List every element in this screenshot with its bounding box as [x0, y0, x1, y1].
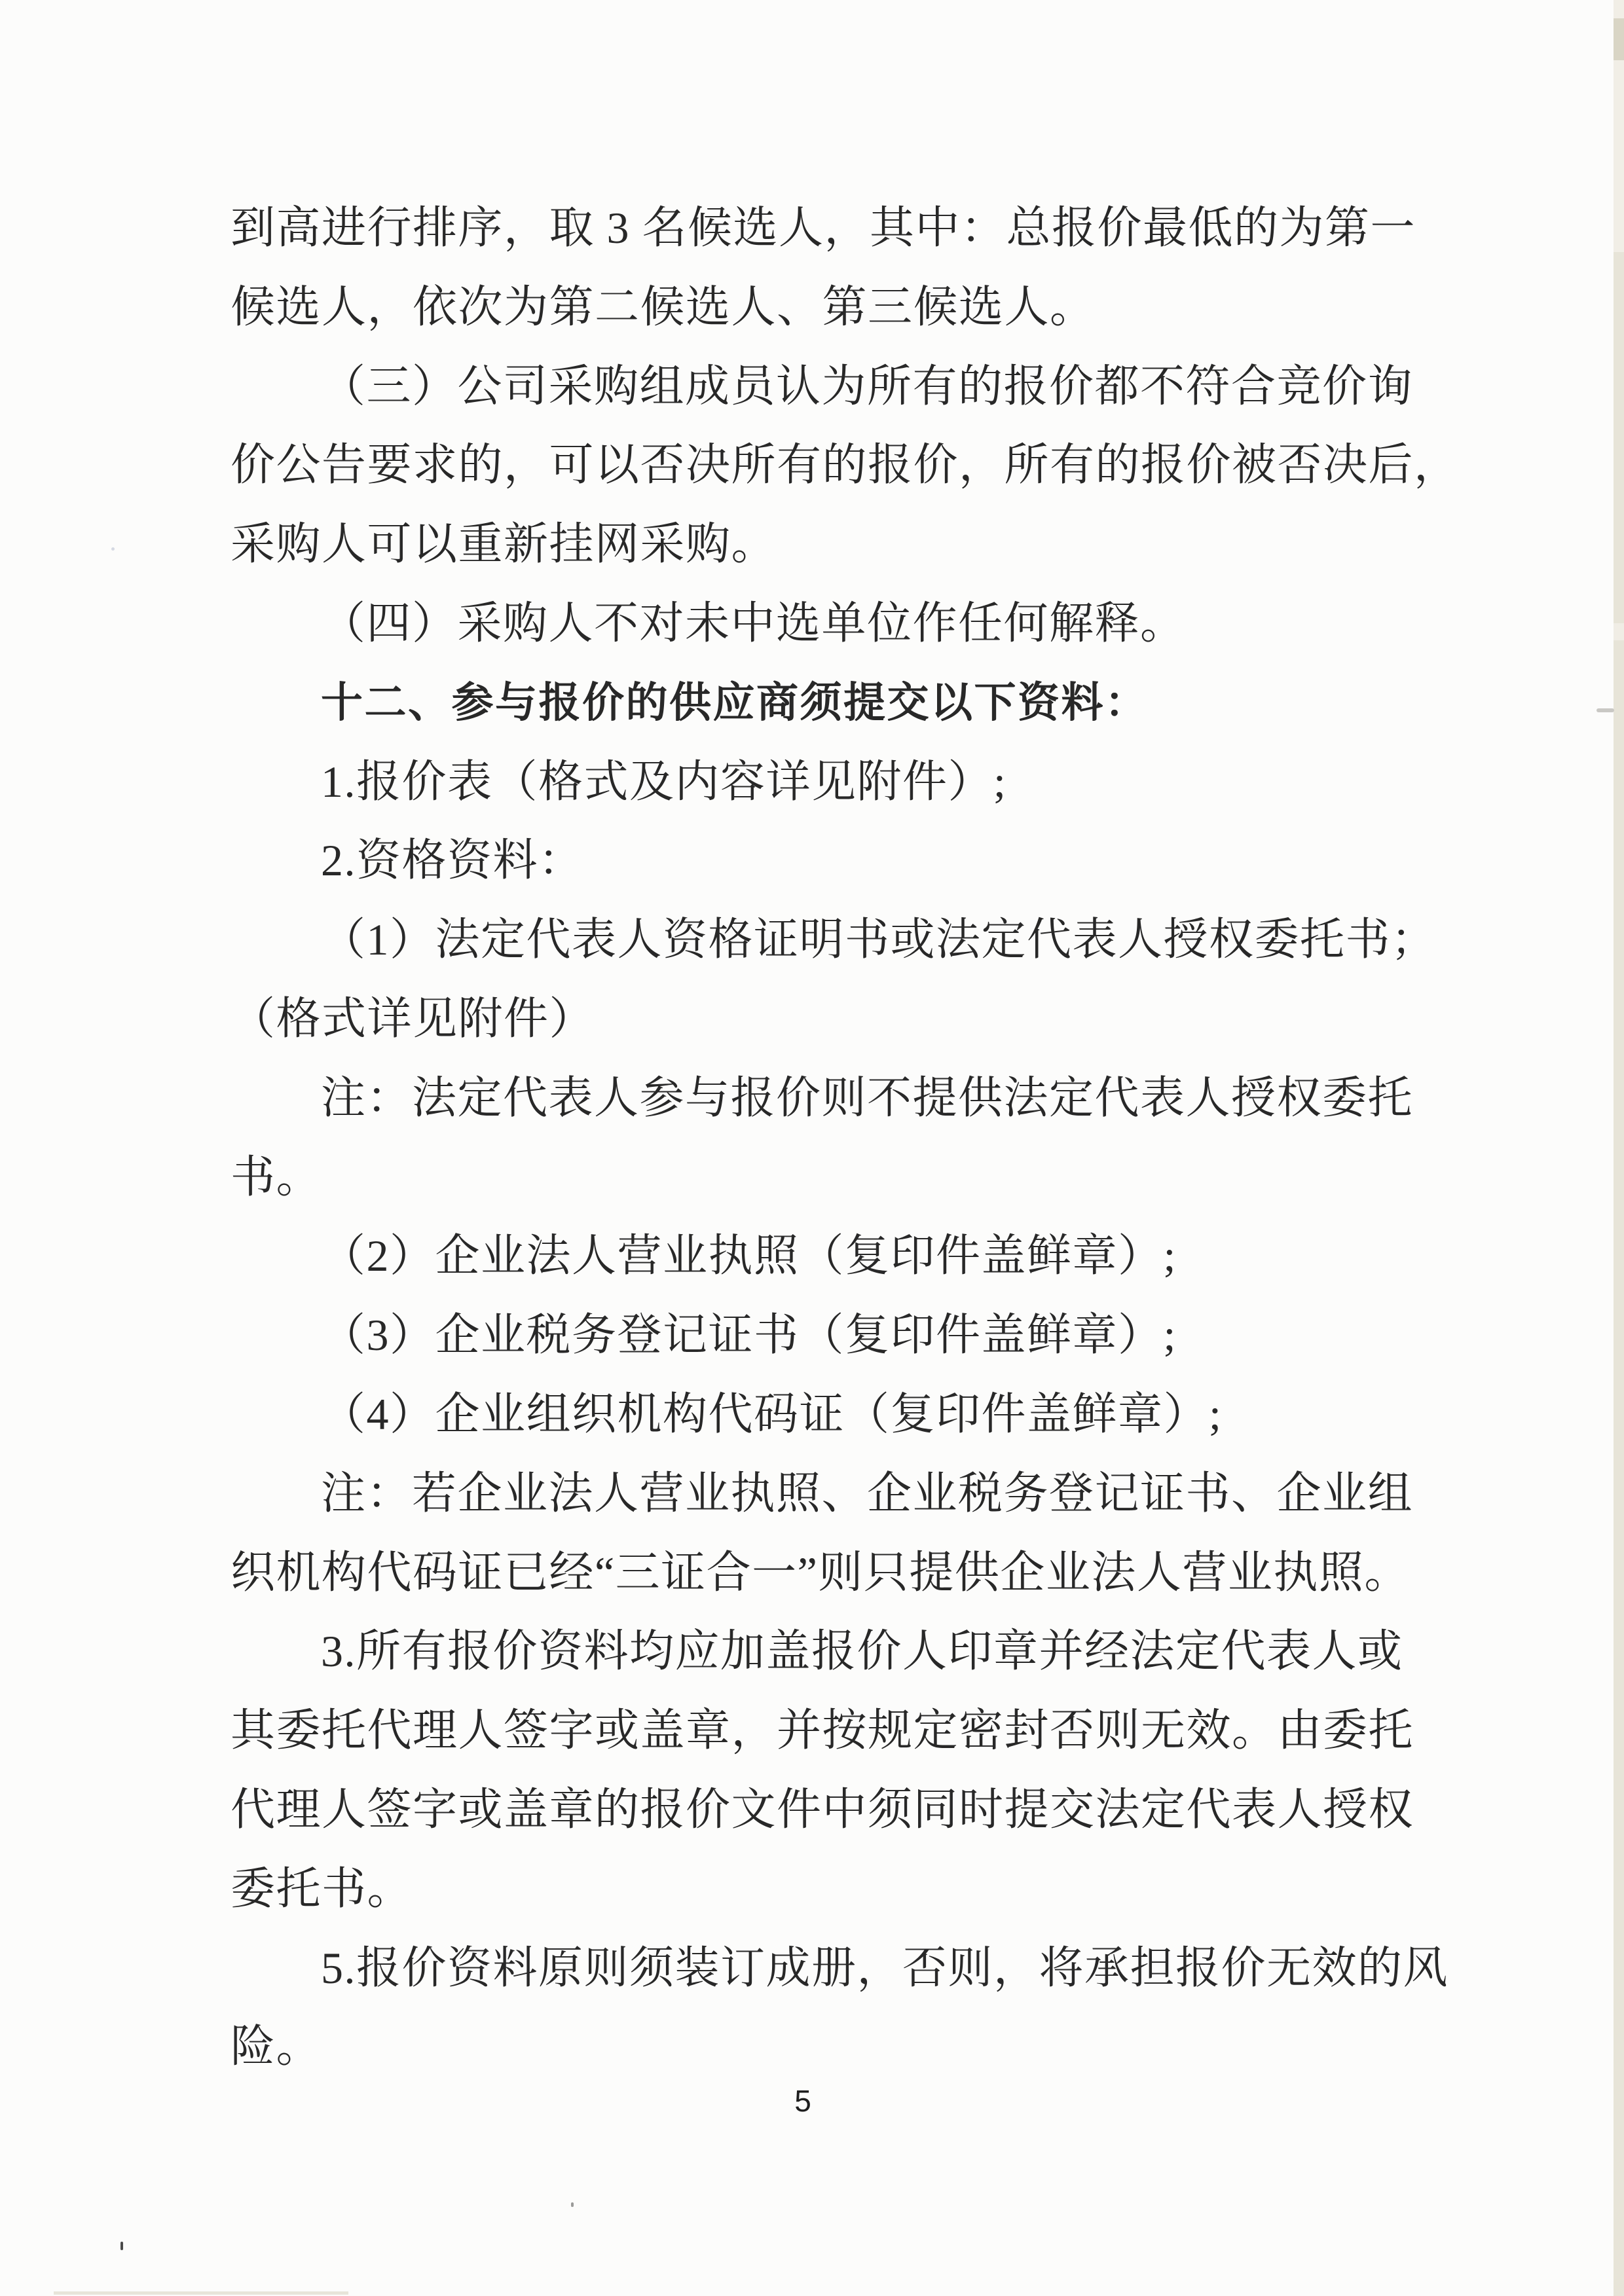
section-heading-line: 十二、参与报价的供应商须提交以下资料： [321, 678, 1149, 726]
text-line: 到高进行排序，取 3 名候选人，其中：总报价最低的为第一 [231, 203, 1416, 253]
scan-mark-dash [1596, 708, 1614, 712]
scan-speck [571, 2202, 574, 2207]
text-line: 其委托代理人签字或盖章，并按规定密封否则无效。由委托 [231, 1705, 1414, 1756]
document-body [231, 189, 1460, 2086]
text-line: 险。 [231, 2022, 322, 2072]
text-line: （格式详见附件） [231, 993, 595, 1044]
scan-speck [120, 2242, 123, 2250]
text-line: 2.资格资料： [321, 835, 584, 886]
text-line: 代理人签字或盖章的报价文件中须同时提交法定代表人授权 [231, 1784, 1414, 1834]
text-line: （1）法定代表人资格证明书或法定代表人授权委托书； [321, 915, 1437, 965]
scan-edge-right-break [1614, 623, 1624, 640]
text-line: 注：若企业法人营业执照、企业税务登记证书、企业组 [321, 1468, 1414, 1518]
text-line: （4）企业组织机构代码证（复印件盖鲜章）; [321, 1389, 1223, 1439]
text-line: 价公告要求的，可以否决所有的报价，所有的报价被否决后， [231, 440, 1460, 490]
text-line: （三）公司采购组成员认为所有的报价都不符合竞价询 [321, 361, 1414, 411]
text-line: 注：法定代表人参与报价则不提供法定代表人授权委托 [321, 1072, 1414, 1123]
text-line: （2）企业法人营业执照（复印件盖鲜章）; [321, 1231, 1177, 1281]
text-line: 织机构代码证已经“三证合一”则只提供企业法人营业执照。 [231, 1547, 1410, 1597]
text-line: 采购人可以重新挂网采购。 [231, 519, 777, 570]
text-line: 1.报价表（格式及内容详见附件）; [321, 756, 1007, 807]
scan-edge-corner-blob [1614, 18, 1624, 60]
text-line: （四）采购人不对未中选单位作任何解释。 [321, 598, 1186, 648]
text-line: （3）企业税务登记证书（复印件盖鲜章）; [321, 1310, 1177, 1360]
text-line: 3.所有报价资料均应加盖报价人印章并经法定代表人或 [321, 1626, 1403, 1677]
text-line: 候选人，依次为第二候选人、第三候选人。 [231, 282, 1096, 332]
scan-edge-bottom-left [54, 2291, 348, 2295]
text-line: 书。 [231, 1152, 322, 1202]
page-number: 5 [794, 2084, 811, 2118]
scan-speck [111, 547, 115, 551]
text-line: 委托书。 [231, 1863, 413, 1914]
text-line: 5.报价资料原则须装订成册，否则，将承担报价无效的风 [321, 1942, 1449, 1993]
scan-edge-right [1614, 0, 1624, 2296]
